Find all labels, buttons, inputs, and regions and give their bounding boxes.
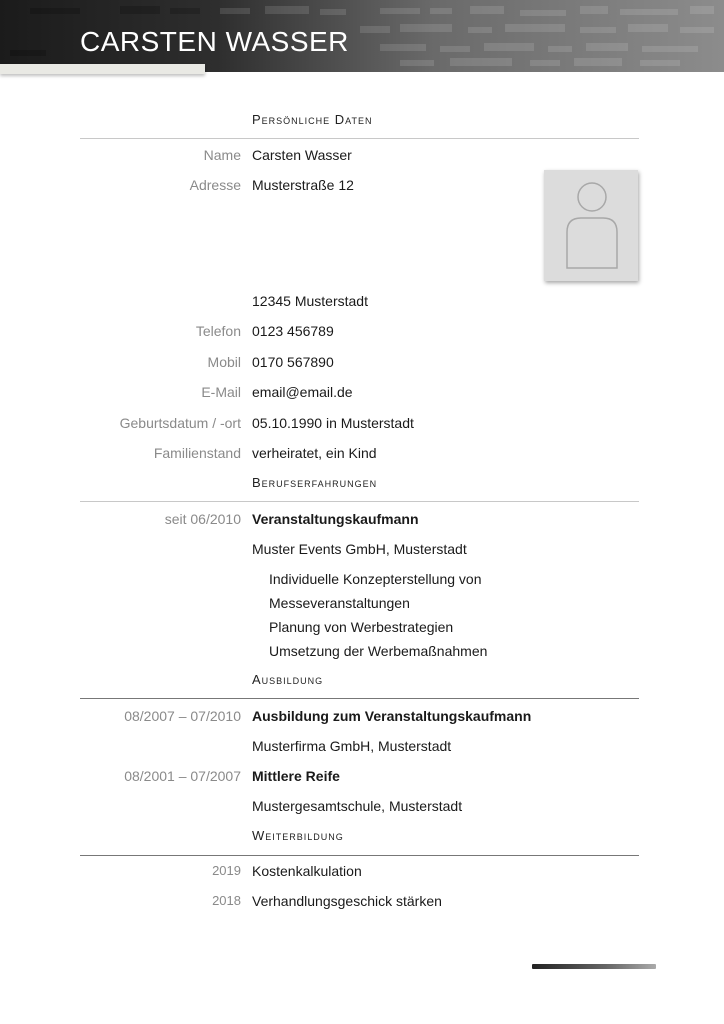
header-banner (0, 0, 724, 72)
education-date: 08/2007 – 07/2010 (124, 708, 241, 724)
address-street: Musterstraße 12 (252, 177, 354, 193)
experience-bullet: Umsetzung der Werbemaßnahmen (269, 643, 488, 659)
section-title-training: Weiterbildung (252, 828, 344, 843)
experience-bullet: Messeveranstaltungen (269, 595, 410, 611)
section-title-education: Ausbildung (252, 672, 324, 687)
phone-label: Telefon (195, 323, 241, 339)
training-year: 2019 (212, 863, 241, 878)
mobile-label: Mobil (207, 354, 241, 370)
name-value: Carsten Wasser (252, 147, 352, 163)
training-title: Verhandlungsgeschick stärken (252, 893, 442, 909)
photo-placeholder (544, 170, 638, 281)
section-divider (80, 855, 639, 856)
training-year: 2018 (212, 893, 241, 908)
footer-decoration (532, 964, 656, 969)
experience-date: seit 06/2010 (164, 511, 241, 527)
education-date: 08/2001 – 07/2007 (124, 768, 241, 784)
header-tab (0, 64, 205, 74)
section-divider (80, 501, 639, 502)
marital-value: verheiratet, ein Kind (252, 445, 377, 461)
training-title: Kostenkalkulation (252, 863, 362, 879)
mobile-value: 0170 567890 (252, 354, 334, 370)
experience-bullet: Individuelle Konzepterstellung von (269, 571, 482, 587)
phone-value: 0123 456789 (252, 323, 334, 339)
section-divider (80, 138, 639, 139)
education-title: Mittlere Reife (252, 768, 340, 784)
section-title-personal: Persönliche Daten (252, 112, 373, 127)
email-value: email@email.de (252, 384, 353, 400)
education-place: Mustergesamtschule, Musterstadt (252, 798, 463, 814)
marital-label: Familienstand (153, 445, 241, 461)
email-label: E-Mail (201, 384, 241, 400)
header-name: CARSTEN WASSER (80, 26, 349, 57)
name-label: Name (203, 147, 241, 163)
experience-title: Veranstaltungskaufmann (252, 511, 419, 527)
address-city: 12345 Musterstadt (252, 293, 368, 309)
person-placeholder-icon (544, 170, 638, 281)
birth-value: 05.10.1990 in Musterstadt (252, 415, 414, 431)
education-title: Ausbildung zum Veranstaltungskaufmann (252, 708, 532, 724)
experience-bullet: Planung von Werbestrategien (269, 619, 454, 635)
section-divider (80, 698, 639, 699)
experience-company: Muster Events GmbH, Musterstadt (252, 541, 467, 557)
address-label: Adresse (189, 177, 241, 193)
section-title-experience: Berufserfahrungen (252, 475, 378, 490)
birth-label: Geburtsdatum / -ort (119, 415, 241, 431)
education-place: Musterfirma GmbH, Musterstadt (252, 738, 452, 754)
